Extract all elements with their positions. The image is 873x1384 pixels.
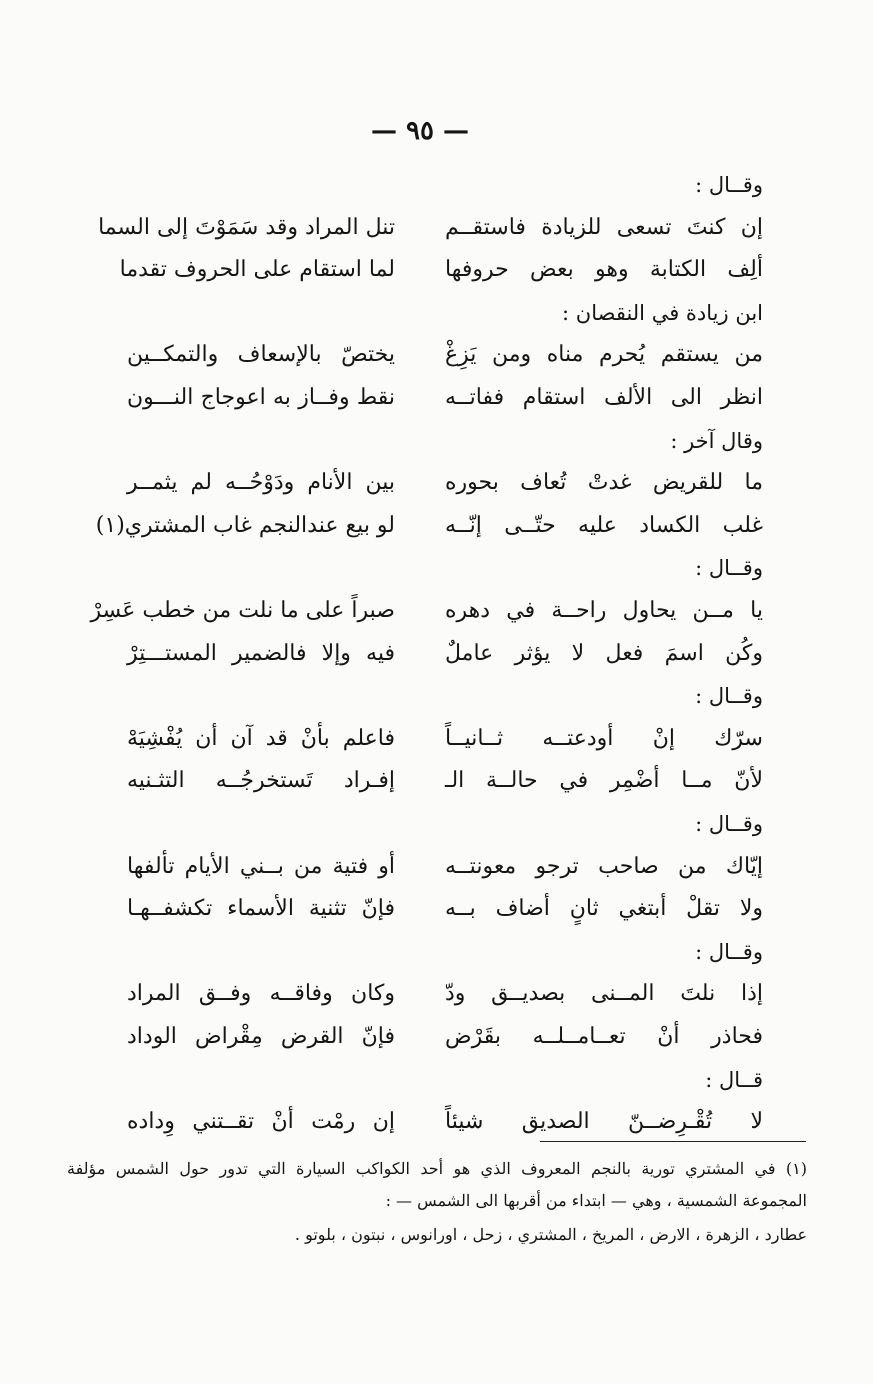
section-heading: وقــال : (695, 812, 763, 836)
verse-first-hemistich: ما للقريض غدتْ تُعاف بحوره (445, 470, 763, 495)
verse-second-hemistich: إن رمْت أنْ تقــتني وِداده (127, 1109, 395, 1134)
section-heading: ابن زيادة في النقصان : (562, 301, 763, 325)
verse-second-hemistich: لو بيع عندالنجم غاب المشتري(١) (95, 513, 395, 538)
verse-second-hemistich: فإنّ تثنية الأسماء تكشفــهـا (127, 896, 395, 921)
footnote-line: عطارد ، الزهرة ، الارض ، المريخ ، المشتري ، زحل ، اورانوس ، نبتون ، بلوتو . (294, 1225, 807, 1244)
verse-second-hemistich: فيه وإلا فالضمير المستـــتِرْ (127, 641, 395, 666)
verse-first-hemistich: من يستقم يُحرم مناه ومن يَزِغْ (445, 342, 763, 367)
verse-first-hemistich: سرّك إنْ أودعتــه ثــانيــاً (445, 726, 763, 751)
verse-first-hemistich: إن كنتَ تسعى للزيادة فاستقــم (445, 215, 763, 240)
verse-first-hemistich: وكُن اسمَ فعل لا يؤثر عاملٌ (445, 641, 763, 666)
verse-second-hemistich: إفـراد تَستخرجُــه التثـنيه (127, 768, 395, 793)
verse-second-hemistich: تنل المراد وقد سَمَوْتَ إلى السما (98, 215, 395, 240)
verse-second-hemistich: فاعلم بأنْ قد آن أن يُفْشِيَهْ (127, 726, 395, 751)
verse-first-hemistich: يا مــن يحاول راحــة في دهره (445, 598, 763, 623)
verse-second-hemistich: وكان وفاقــه وفــق المراد (127, 981, 395, 1006)
verse-first-hemistich: إذا نلتَ المــنى بصديــق ودّ (445, 981, 763, 1006)
section-heading: وقال آخر : (670, 429, 763, 453)
verse-first-hemistich: لا تُقْـرِضــنّ الصديق شيئاً (445, 1109, 763, 1134)
verse-second-hemistich: لما استقام على الحروف تقدما (119, 257, 395, 282)
verse-first-hemistich: إيّاك من صاحب ترجو معونتــه (445, 854, 763, 879)
verse-first-hemistich: فحاذر أنْ تعــامــلــه بقَرْض (445, 1024, 763, 1049)
section-heading: وقــال : (695, 556, 763, 580)
verse-first-hemistich: لأنّ مــا أضْمِر في حالــة الـ (445, 768, 763, 793)
section-heading: وقــال : (695, 684, 763, 708)
verse-second-hemistich: نقط وفــاز به اعوجاج النـــون (127, 385, 395, 410)
verse-second-hemistich: أو فتية من بــني الأيام تألفها (127, 854, 395, 879)
verse-first-hemistich: ولا تقلْ أبتغي ثانٍ أضاف بــه (445, 896, 763, 921)
page-number: — ٩٥ — (370, 116, 470, 146)
footnote-line: المجموعة الشمسية ، وهي — ابتداء من أقربها الى الشمس — : (385, 1191, 807, 1210)
verse-second-hemistich: فإنّ القرض مِقْراض الوداد (127, 1024, 395, 1049)
verse-first-hemistich: غلب الكساد عليه حتّــى إنّــه (445, 513, 763, 538)
verse-first-hemistich: ألِف الكتابة وهو بعض حروفها (445, 257, 763, 282)
section-heading: وقــال : (695, 940, 763, 964)
verse-second-hemistich: يختصّ بالإسعاف والتمكــين (127, 342, 395, 367)
verse-second-hemistich: بين الأنام ودَوْحُــه لم يثمــر (127, 470, 395, 495)
section-heading: وقــال : (695, 173, 763, 197)
section-heading: قــال : (705, 1068, 763, 1092)
footnote-line: (١) في المشتري تورية بالنجم المعروف الذي هو أحد الكواكب السيارة التي تدور حول الشمس مؤلفة (67, 1159, 807, 1178)
verse-second-hemistich: صبراً على ما نلت من خطب عَسِرْ (90, 598, 395, 623)
footnote-divider (540, 1141, 806, 1142)
verse-first-hemistich: انظر الى الألف استقام ففاتــه (445, 385, 763, 410)
